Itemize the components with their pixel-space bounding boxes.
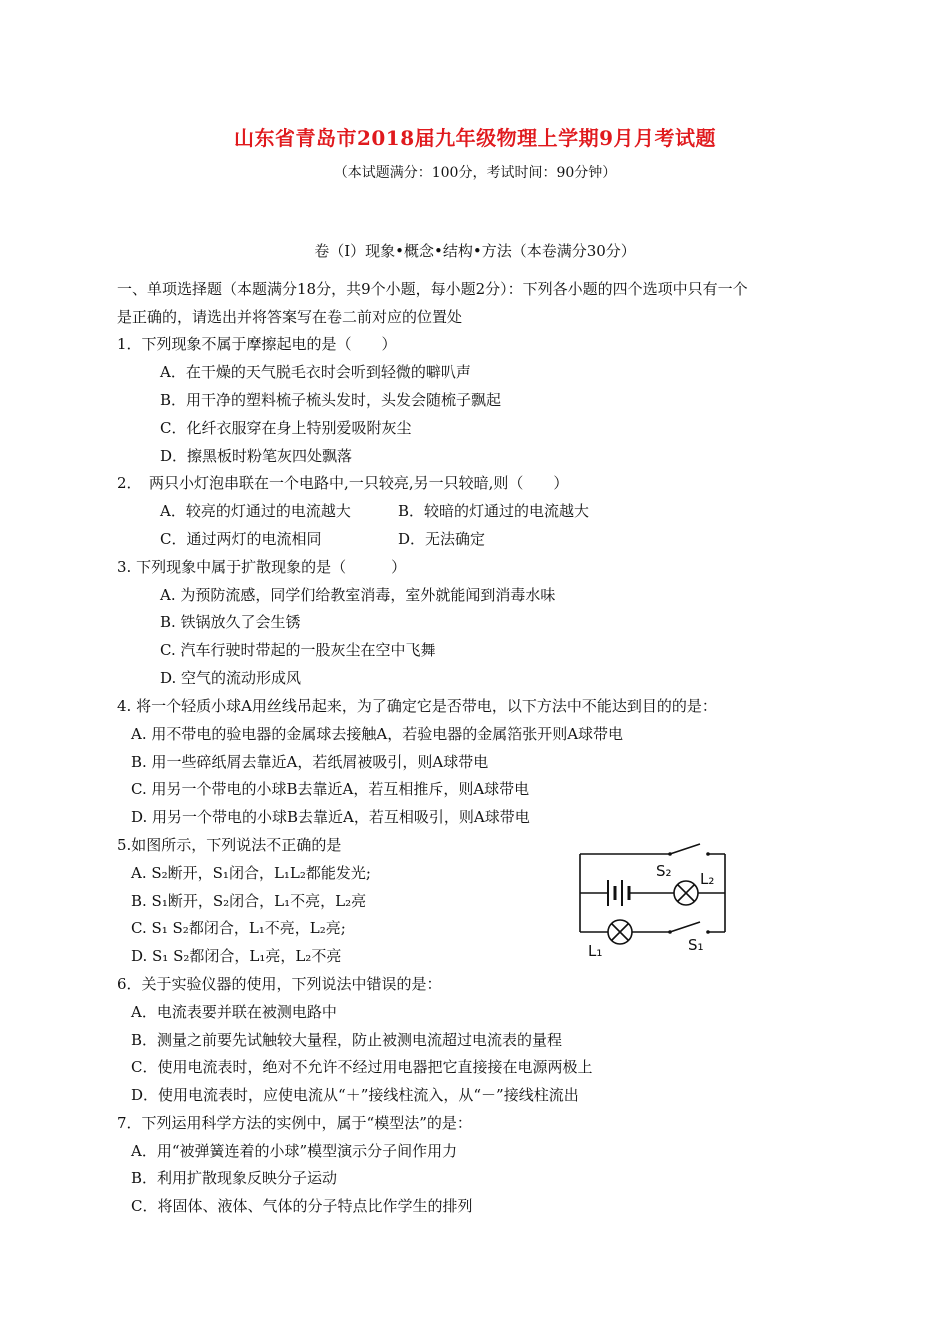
q5-option-a: A. S₂断开，S₁闭合，L₁L₂都能发光; [131, 864, 371, 882]
q3-option-b: B. 铁锅放久了会生锈 [160, 613, 301, 631]
switch-s2-contact [706, 852, 710, 856]
section-title: 卷（Ⅰ）现象•概念•结构•方法（本卷满分30分） [314, 242, 636, 260]
q6-option-a: A．电流表要并联在被测电路中 [131, 1003, 337, 1021]
switch-s1-blade [670, 922, 700, 932]
q4-option-a: A. 用不带电的验电器的金属球去接触A，若验电器的金属箔张开则A球带电 [131, 725, 624, 743]
q1-option-d: D．擦黑板时粉笔灰四处飘落 [160, 447, 353, 465]
q6-option-d: D．使用电流表时，应使电流从“＋”接线柱流入，从“－”接线柱流出 [131, 1086, 579, 1104]
q4-stem: 4. 将一个轻质小球A用丝线吊起来，为了确定它是否带电，以下方法中不能达到目的的是： [117, 697, 717, 715]
circuit-diagram [560, 832, 740, 962]
label-l2: L₂ [700, 870, 715, 888]
q7-stem: 7．下列运用科学方法的实例中，属于“模型法”的是： [117, 1114, 472, 1132]
q6-option-b: B．测量之前要先试触较大量程，防止被测电流超过电流表的量程 [131, 1031, 563, 1049]
q1-option-b: B．用干净的塑料梳子梳头发时，头发会随梳子飘起 [160, 391, 502, 409]
q5-option-d: D. S₁ S₂都闭合，L₁亮，L₂不亮 [131, 947, 342, 965]
q3-option-d: D. 空气的流动形成风 [160, 669, 302, 687]
lamp-l1-cross [612, 924, 629, 941]
switch-s1-contact [706, 930, 710, 934]
exam-info: （本试题满分：100分，考试时间：90分钟） [333, 165, 617, 181]
q4-option-b: B. 用一些碎纸屑去靠近A，若纸屑被吸引，则A球带电 [131, 753, 489, 771]
instructions-line-1: 一、单项选择题（本题满分18分，共9个小题，每小题2分）：下列各小题的四个选项中只有一个 [117, 280, 748, 298]
q6-stem: 6．关于实验仪器的使用，下列说法中错误的是： [117, 975, 442, 993]
q2-option-d: D．无法确定 [398, 530, 486, 548]
page-title: 山东省青岛市2018届九年级物理上学期9月月考试题 [233, 126, 717, 150]
q2-option-b: B．较暗的灯通过的电流越大 [398, 502, 590, 520]
q7-option-a: A．用“被弹簧连着的小球”模型演示分子间作用力 [131, 1142, 458, 1160]
q2-stem: 2． 两只小灯泡串联在一个电路中,一只较亮,另一只较暗,则（ ） [117, 474, 569, 492]
q3-option-c: C. 汽车行驶时带起的一股灰尘在空中飞舞 [160, 641, 436, 659]
q1-option-a: A．在干燥的天气脱毛衣时会听到轻微的噼叭声 [160, 363, 471, 381]
q3-stem: 3. 下列现象中属于扩散现象的是（ ） [117, 558, 407, 576]
q4-option-c: C. 用另一个带电的小球B去靠近A，若互相推斥，则A球带电 [131, 780, 530, 798]
q1-option-c: C．化纤衣服穿在身上特别爱吸附灰尘 [160, 419, 412, 437]
q6-option-c: C．使用电流表时，绝对不允许不经过用电器把它直接接在电源两极上 [131, 1058, 593, 1076]
q4-option-d: D. 用另一个带电的小球B去靠近A，若互相吸引，则A球带电 [131, 808, 530, 826]
q5-stem: 5.如图所示，下列说法不正确的是 [117, 836, 342, 854]
instructions-line-2: 是正确的，请选出并将答案写在卷二前对应的位置处 [117, 308, 463, 326]
label-s2: S₂ [656, 862, 672, 880]
q5-option-b: B. S₁断开，S₂闭合，L₁不亮，L₂亮 [131, 892, 367, 910]
label-l1: L₁ [588, 942, 603, 960]
q2-option-c: C．通过两灯的电流相同 [160, 530, 322, 548]
lamp-l2-cross [678, 885, 695, 902]
q3-option-a: A. 为预防流感，同学们给教室消毒，室外就能闻到消毒水味 [160, 586, 556, 604]
switch-s1-pivot [668, 930, 672, 934]
q1-stem: 1．下列现象不属于摩擦起电的是（ ） [117, 335, 397, 353]
q5-option-c: C. S₁ S₂都闭合，L₁不亮，L₂亮; [131, 919, 346, 937]
q2-option-a: A．较亮的灯通过的电流越大 [160, 502, 351, 520]
switch-s2-blade [670, 844, 700, 854]
switch-s2-pivot [668, 852, 672, 856]
label-s1: S₁ [688, 936, 704, 954]
q7-option-c: C．将固体、液体、气体的分子特点比作学生的排列 [131, 1197, 473, 1215]
q7-option-b: B．利用扩散现象反映分子运动 [131, 1169, 338, 1187]
